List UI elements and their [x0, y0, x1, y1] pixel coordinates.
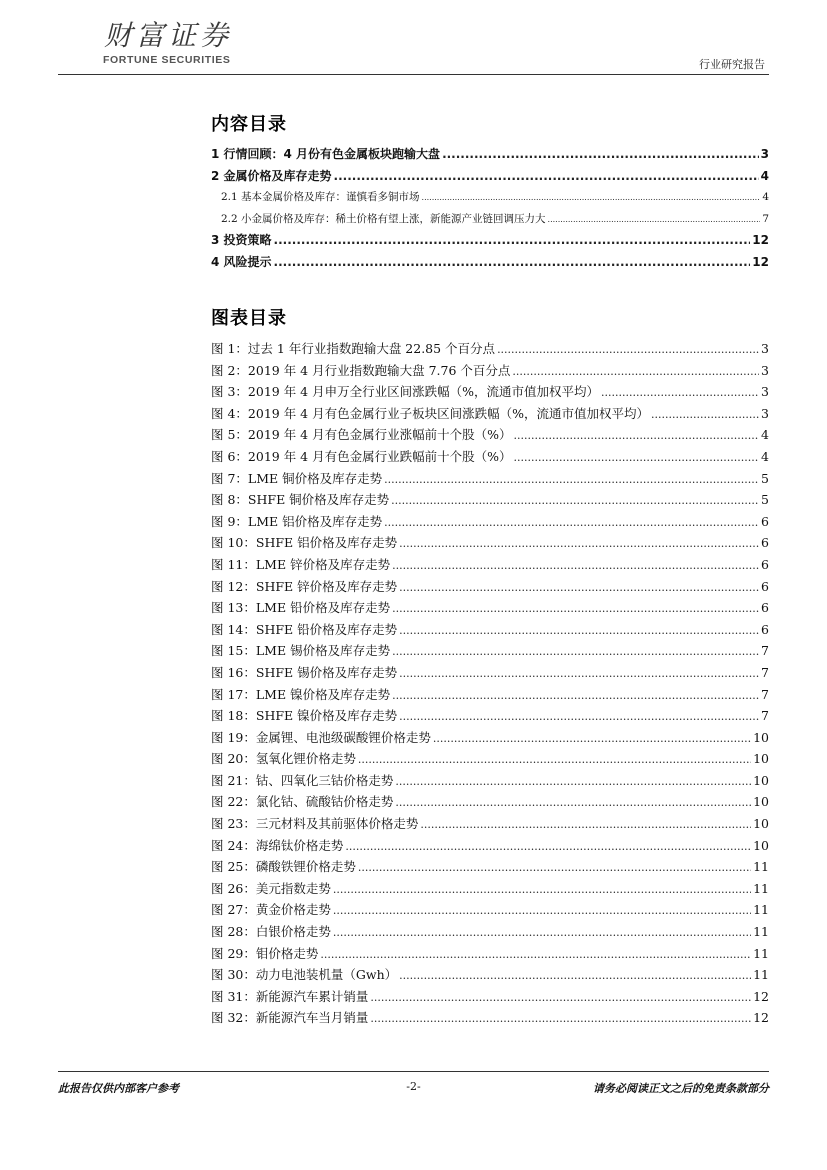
toc-dot-leader [392, 641, 759, 663]
content-toc [211, 144, 769, 273]
company-logo-english: FORTUNE SECURITIES [103, 54, 231, 66]
toc-page-number: 4 [760, 168, 769, 183]
footer-divider [58, 1071, 769, 1072]
toc-entry[interactable] [211, 446, 769, 468]
toc-entry-title: 图 14：SHFE 铅价格及库存走势 [211, 621, 398, 637]
toc-dot-leader [399, 577, 759, 599]
toc-dot-leader [601, 382, 759, 404]
toc-dot-leader [512, 361, 759, 383]
toc-entry[interactable] [211, 943, 769, 965]
toc-page-number: 10 [753, 729, 769, 745]
toc-dot-leader [391, 490, 759, 512]
toc-page-number: 5 [761, 492, 769, 508]
toc-entry[interactable] [211, 662, 769, 684]
toc-entry[interactable] [211, 360, 769, 382]
toc-entry-title: 图 3：2019 年 4 月申万全行业区间涨跌幅（%，流通市值加权平均） [211, 384, 599, 400]
toc-dot-leader [358, 857, 751, 879]
toc-page-number: 10 [753, 751, 769, 767]
toc-dot-leader [392, 555, 759, 577]
toc-entry[interactable] [211, 835, 769, 857]
toc-entry-title: 图 11：LME 锌价格及库存走势 [211, 556, 391, 572]
toc-dot-leader [399, 620, 759, 642]
toc-dot-leader [651, 404, 759, 426]
toc-entry[interactable] [211, 166, 769, 188]
toc-entry-title: 图 27：黄金价格走势 [211, 902, 331, 918]
toc-page-number: 4 [761, 427, 769, 443]
footer-disclaimer-left: 此报告仅供内部客户参考 [58, 1082, 179, 1095]
page-header [0, 0, 827, 78]
toc-page-number: 12 [752, 233, 769, 247]
toc-entry[interactable] [211, 684, 769, 706]
toc-entry[interactable] [211, 554, 769, 576]
toc-entry[interactable] [211, 209, 769, 231]
toc-dot-leader [384, 469, 759, 491]
toc-entry[interactable] [211, 381, 769, 403]
toc-page-number: 3 [761, 341, 769, 356]
toc-dot-leader [370, 987, 751, 1009]
toc-entry-title: 图 26：美元指数走势 [211, 880, 331, 896]
toc-page-number: 11 [753, 859, 769, 875]
toc-entry-title: 图 24：海绵钛价格走势 [211, 837, 344, 853]
toc-entry-title: 4 风险提示 [211, 254, 272, 269]
toc-entry-title: 图 7：LME 铜价格及库存走势 [211, 470, 383, 486]
toc-dot-leader [320, 944, 751, 966]
toc-entry-title: 图 17：LME 镍价格及库存走势 [211, 686, 391, 702]
toc-entry-title: 图 22：氯化钴、硫酸钴价格走势 [211, 794, 394, 810]
toc-entry[interactable] [211, 576, 769, 598]
toc-page-number: 10 [753, 772, 769, 788]
toc-page-number: 3 [761, 405, 769, 421]
toc-page-number: 6 [761, 621, 769, 637]
header-divider [58, 74, 769, 75]
toc-dot-leader [399, 706, 759, 728]
toc-entry[interactable] [211, 640, 769, 662]
toc-page-number: 7 [761, 686, 769, 702]
toc-entry-title: 图 5：2019 年 4 月有色金属行业涨幅前十个股（%） [211, 427, 512, 443]
toc-dot-leader [384, 512, 759, 534]
toc-page-number: 11 [753, 880, 769, 896]
figure-toc [211, 338, 769, 1029]
toc-page-number: 12 [753, 988, 769, 1004]
toc-dot-leader [345, 836, 751, 858]
toc-entry-title: 1 行情回顾：4 月份有色金属板块跑输大盘 [211, 147, 441, 161]
toc-entry[interactable] [211, 791, 769, 813]
toc-page-number: 6 [761, 600, 769, 616]
toc-entry-title: 图 9：LME 铝价格及库存走势 [211, 513, 383, 529]
toc-entry[interactable] [211, 403, 769, 425]
toc-dot-leader [333, 900, 751, 922]
content-toc-title: 内容目录 [211, 114, 287, 135]
toc-entry-title: 图 29：钼价格走势 [211, 945, 319, 961]
toc-dot-leader [548, 209, 761, 231]
toc-entry[interactable] [211, 921, 769, 943]
toc-page-number: 3 [761, 362, 769, 378]
toc-entry[interactable] [211, 748, 769, 770]
toc-entry[interactable] [211, 705, 769, 727]
toc-page-number: 10 [753, 837, 769, 853]
toc-page-number: 3 [760, 147, 769, 161]
toc-entry-title: 图 2：2019 年 4 月行业指数跑输大盘 7.76 个百分点 [211, 362, 511, 378]
toc-dot-leader [399, 965, 751, 987]
toc-entry-title: 图 32：新能源汽车当月销量 [211, 1010, 369, 1026]
toc-page-number: 11 [753, 967, 769, 983]
toc-page-number: 6 [761, 578, 769, 594]
toc-entry[interactable] [211, 770, 769, 792]
toc-entry-title: 图 16：SHFE 锡价格及库存走势 [211, 664, 398, 680]
toc-dot-leader [358, 749, 751, 771]
toc-entry-title: 图 15：LME 锡价格及库存走势 [211, 643, 391, 659]
toc-entry-title: 2 金属价格及库存走势 [211, 168, 332, 183]
toc-entry-title: 图 18：SHFE 镍价格及库存走势 [211, 708, 398, 724]
toc-page-number: 7 [761, 643, 769, 659]
company-logo: 财富证券 [104, 19, 233, 52]
toc-entry-title: 2.1 基本金属价格及库存：谨慎看多铜市场 [221, 191, 420, 203]
toc-entry-title: 图 19：金属锂、电池级碳酸锂价格走势 [211, 729, 431, 745]
toc-page-number: 7 [761, 664, 769, 680]
toc-entry-title: 图 23：三元材料及其前驱体价格走势 [211, 816, 419, 832]
toc-dot-leader [497, 339, 759, 361]
toc-entry[interactable] [211, 878, 769, 900]
toc-entry-title: 图 20：氢氧化锂价格走势 [211, 751, 356, 767]
toc-page-number: 3 [761, 384, 769, 400]
toc-entry-title: 图 6：2019 年 4 月有色金属行业跌幅前十个股（%） [211, 448, 512, 464]
toc-entry-title: 图 13：LME 铅价格及库存走势 [211, 600, 391, 616]
toc-page-number: 11 [753, 924, 769, 940]
report-type-label: 行业研究报告 [699, 58, 765, 71]
toc-entry-title: 图 1：过去 1 年行业指数跑输大盘 22.85 个百分点 [211, 341, 496, 356]
toc-entry-title: 图 25：磷酸铁锂价格走势 [211, 859, 356, 875]
toc-page-number: 7 [762, 212, 769, 225]
toc-dot-leader [395, 771, 751, 793]
toc-dot-leader [420, 814, 751, 836]
toc-page-number: 6 [761, 535, 769, 551]
figure-toc-title: 图表目录 [211, 308, 287, 329]
page-number: -2- [406, 1080, 421, 1093]
toc-page-number: 6 [761, 556, 769, 572]
toc-page-number: 11 [753, 902, 769, 918]
toc-entry[interactable] [211, 727, 769, 749]
toc-entry-title: 图 30：动力电池装机量（Gwh） [211, 967, 398, 983]
toc-page-number: 12 [753, 1010, 769, 1026]
toc-entry-title: 图 10：SHFE 铝价格及库存走势 [211, 535, 398, 551]
toc-entry[interactable] [211, 964, 769, 986]
toc-entry[interactable] [211, 532, 769, 554]
toc-entry[interactable] [211, 986, 769, 1008]
toc-entry[interactable] [211, 1007, 769, 1029]
toc-dot-leader [392, 685, 759, 707]
toc-entry[interactable] [211, 489, 769, 511]
toc-page-number: 11 [753, 945, 769, 961]
toc-entry[interactable] [211, 856, 769, 878]
toc-entry-title: 图 28：白银价格走势 [211, 924, 331, 940]
toc-dot-leader [274, 230, 751, 252]
toc-page-number: 6 [761, 513, 769, 529]
toc-entry[interactable] [211, 511, 769, 533]
toc-entry-title: 3 投资策略 [211, 233, 272, 247]
toc-entry-title: 图 31：新能源汽车累计销量 [211, 988, 369, 1004]
toc-page-number: 5 [761, 470, 769, 486]
toc-dot-leader [514, 447, 760, 469]
toc-entry[interactable] [211, 813, 769, 835]
toc-dot-leader [399, 533, 759, 555]
toc-dot-leader [274, 252, 751, 274]
toc-page-number: 7 [761, 708, 769, 724]
toc-dot-leader [333, 879, 751, 901]
toc-entry[interactable] [211, 338, 769, 360]
toc-entry[interactable] [211, 619, 769, 641]
toc-page-number: 10 [753, 794, 769, 810]
toc-entry[interactable] [211, 899, 769, 921]
toc-entry[interactable] [211, 424, 769, 446]
toc-entry[interactable] [211, 230, 769, 252]
toc-dot-leader [442, 144, 759, 166]
toc-dot-leader [333, 922, 751, 944]
toc-entry-title: 图 12：SHFE 锌价格及库存走势 [211, 578, 398, 594]
toc-dot-leader [433, 728, 751, 750]
toc-dot-leader [370, 1008, 751, 1030]
toc-page-number: 10 [753, 816, 769, 832]
toc-dot-leader [392, 598, 759, 620]
toc-dot-leader [399, 663, 759, 685]
toc-dot-leader [422, 187, 761, 209]
toc-page-number: 4 [761, 448, 769, 464]
footer-disclaimer-right: 请务必阅读正文之后的免责条款部分 [593, 1082, 769, 1095]
toc-dot-leader [334, 166, 759, 188]
toc-entry-title: 图 21：钴、四氧化三钴价格走势 [211, 772, 394, 788]
toc-dot-leader [514, 425, 760, 447]
toc-page-number: 12 [752, 254, 769, 269]
toc-entry[interactable] [211, 187, 769, 209]
toc-entry-title: 图 4：2019 年 4 月有色金属行业子板块区间涨跌幅（%，流通市值加权平均） [211, 405, 649, 421]
toc-entry-title: 图 8：SHFE 铜价格及库存走势 [211, 492, 390, 508]
toc-entry-title: 2.2 小金属价格及库存：稀土价格有望上涨，新能源产业链回调压力大 [221, 212, 546, 225]
toc-entry[interactable] [211, 144, 769, 166]
toc-dot-leader [395, 792, 751, 814]
toc-entry[interactable] [211, 252, 769, 274]
toc-entry[interactable] [211, 597, 769, 619]
toc-entry[interactable] [211, 468, 769, 490]
toc-page-number: 4 [762, 191, 769, 203]
